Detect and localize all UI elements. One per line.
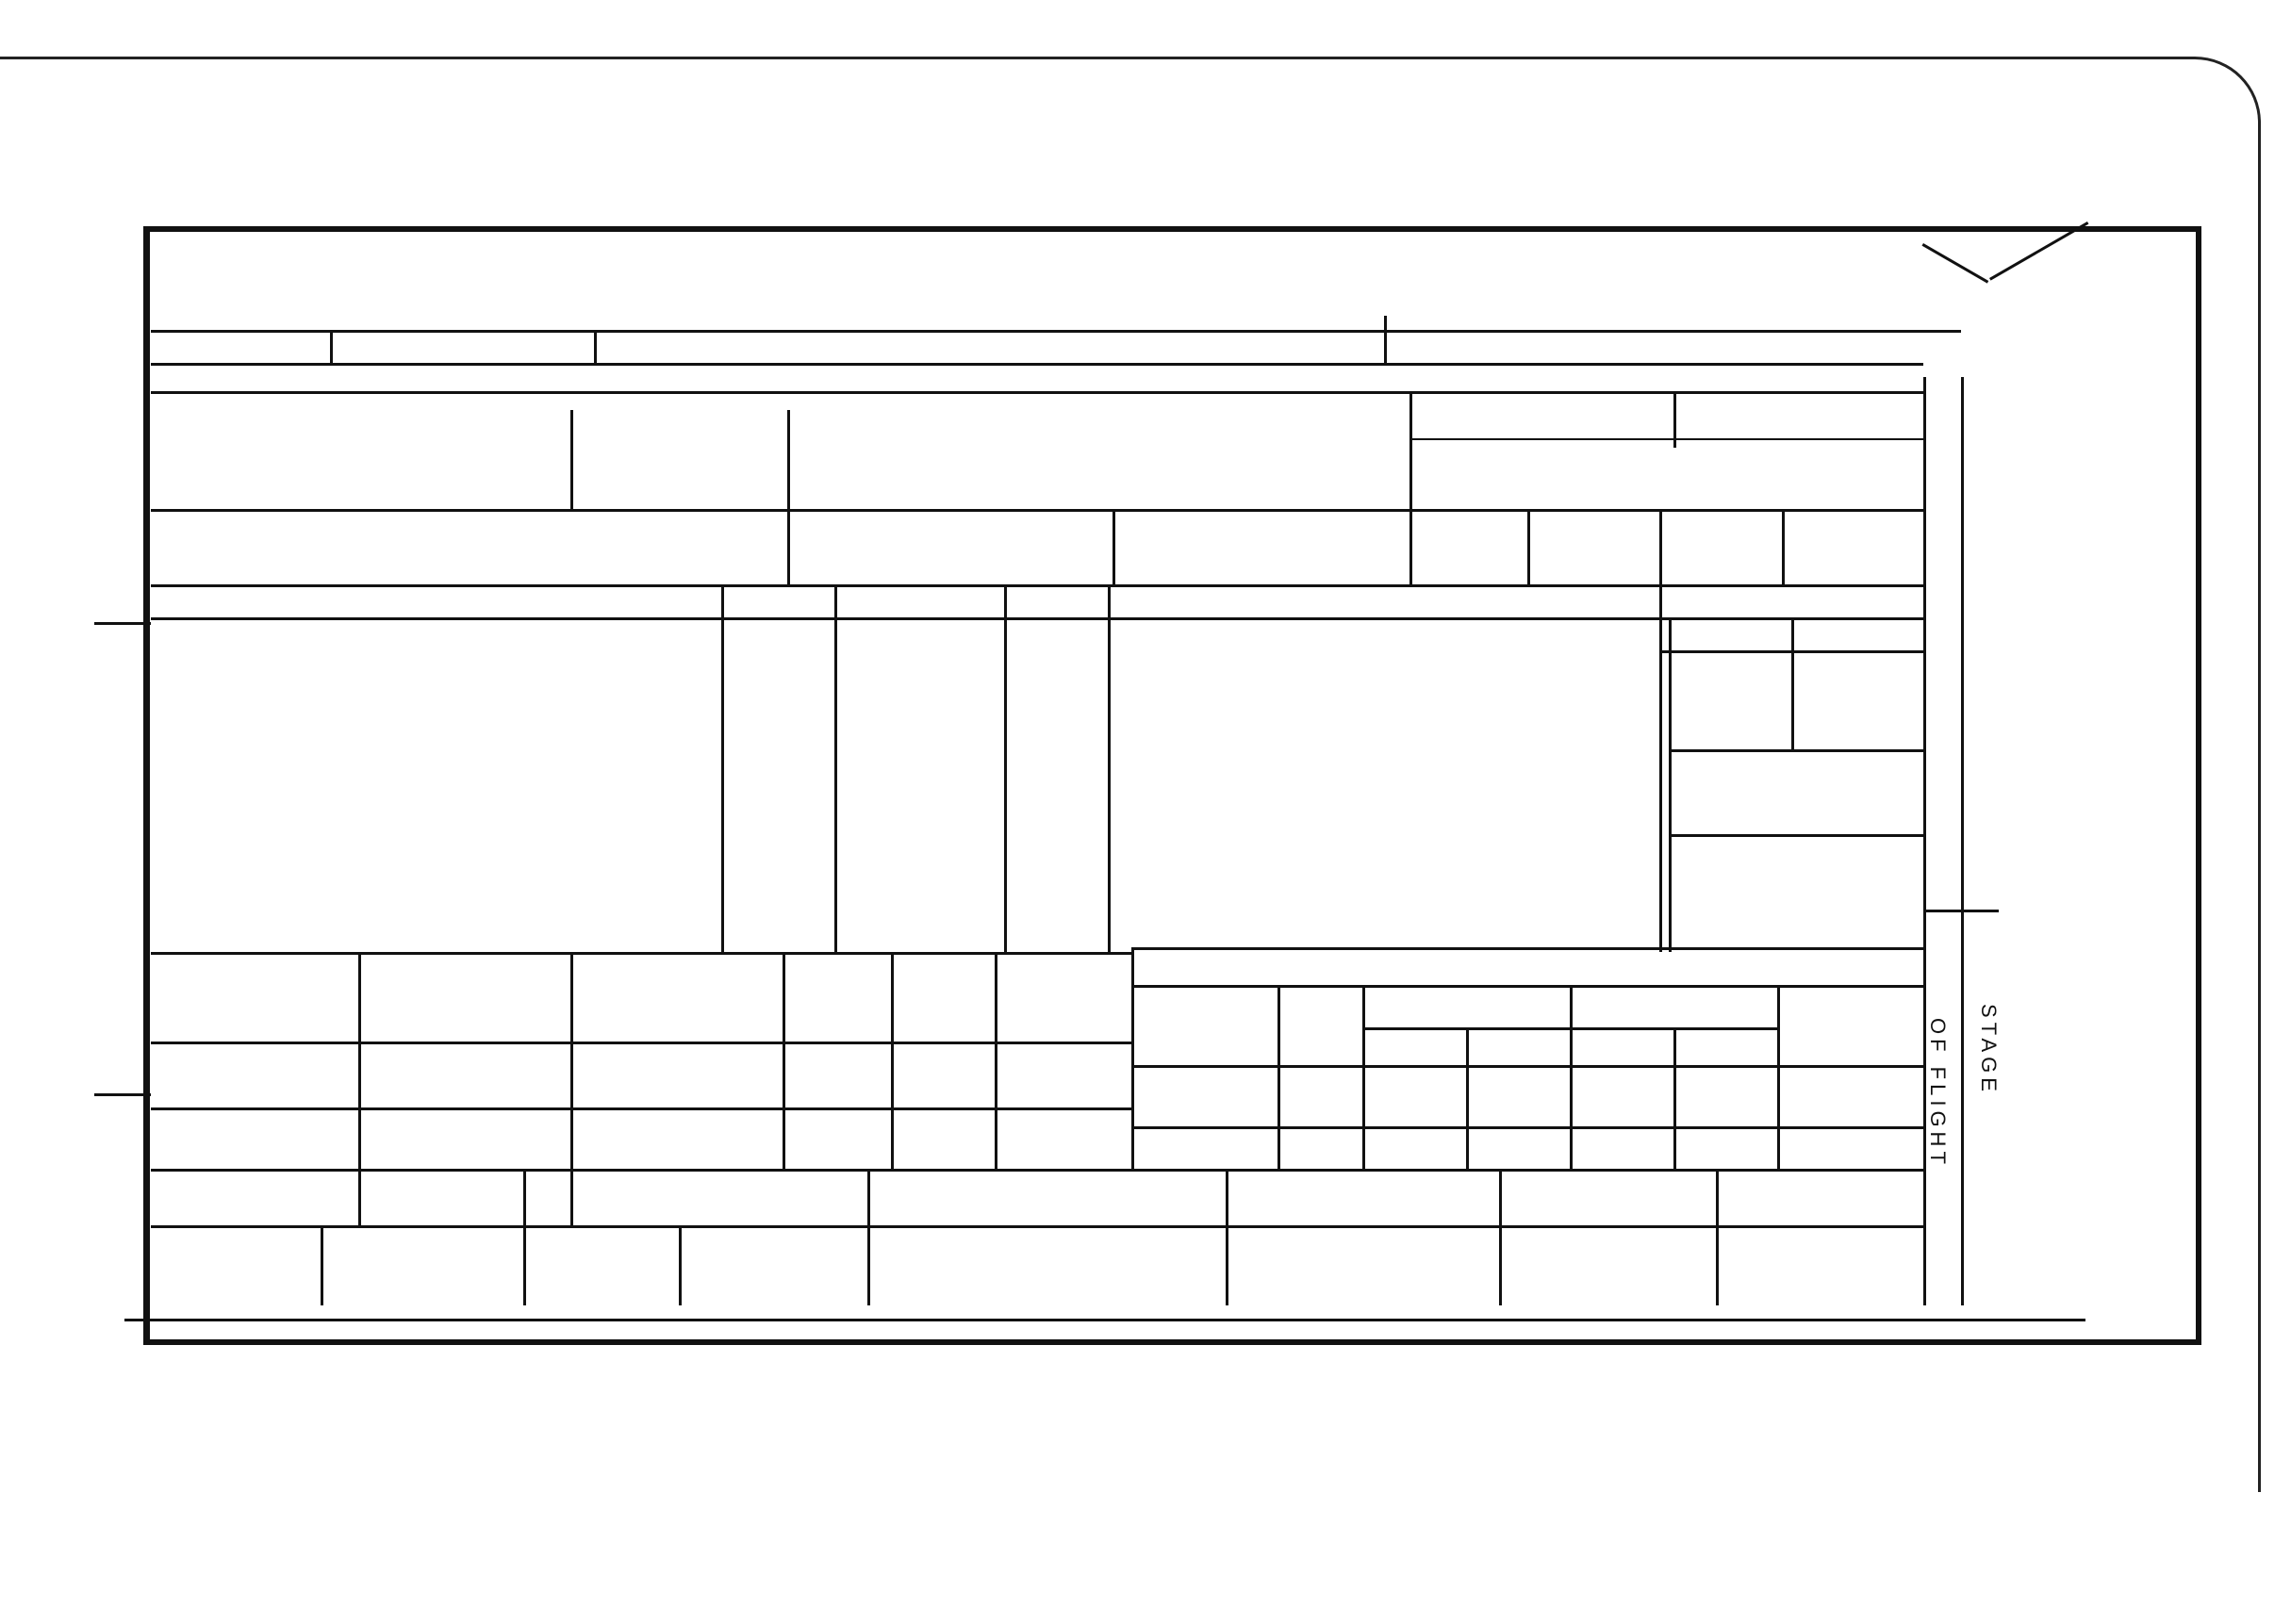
stage-label: STAGE bbox=[1977, 1004, 2001, 1096]
of-flight-label: OF FLIGHT bbox=[1926, 1018, 1950, 1169]
form-body bbox=[151, 391, 1923, 1305]
bottom-band-line bbox=[124, 1315, 2085, 1321]
